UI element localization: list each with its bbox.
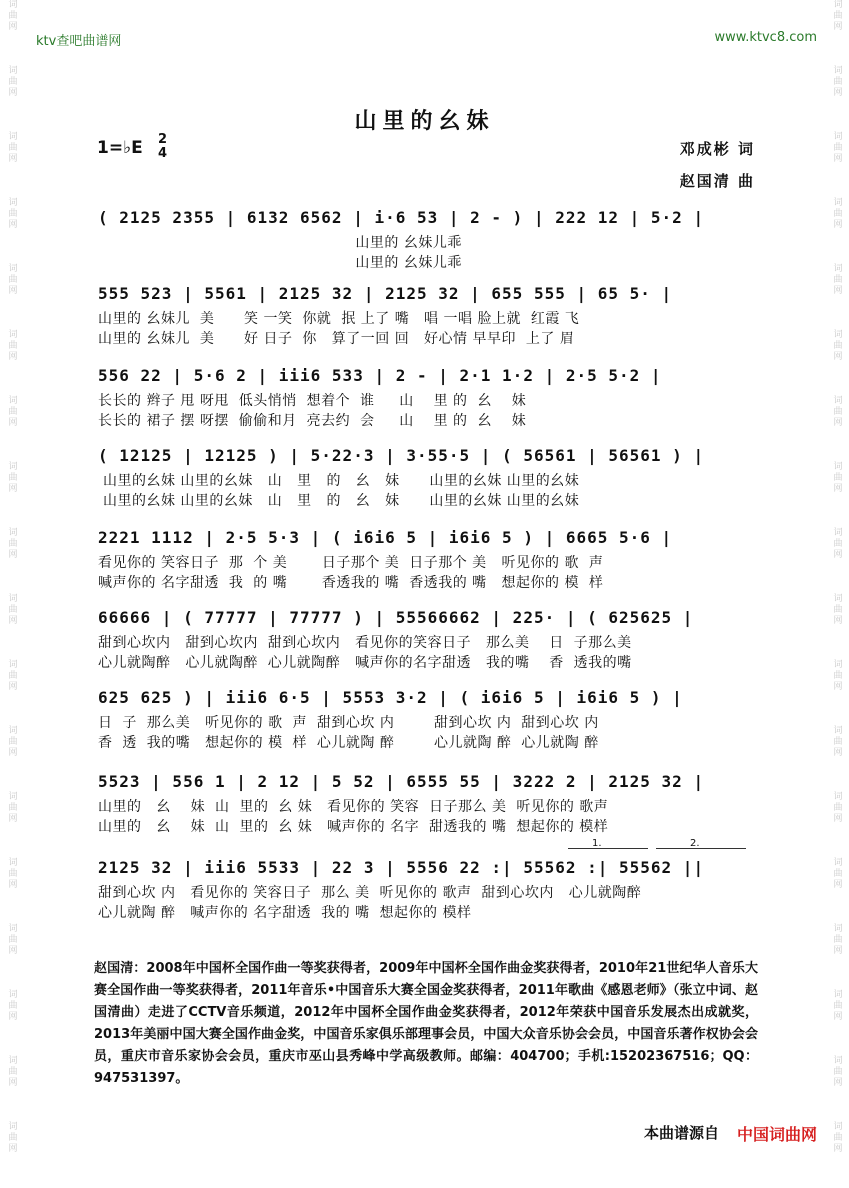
notation-line: 625 625 ) | iii6 6·5 | 5553 3·2 | ( i6i6 5 | i6i6 5 ) | [98,688,683,707]
composer-bio: 赵国清：2008年中国杯全国作曲一等奖获得者，2009年中国杯全国作曲金奖获得者，2010年21世纪华人音乐大赛全国作曲一等奖获得者，2011年音乐•中国音乐大赛全国金奖获得者，2011年歌曲《感恩老师》（张立中词、赵国清曲）走进了CCTV音乐频道，2012年中国杯全国作曲金奖获得者，2012年荣获中国音乐发展杰出成就奖，2013年美丽中国大赛全国作曲金奖，中国音乐家俱乐部理事会员，中国大众音乐协会会员，中国音乐著作权协会会员，重庆市音乐家协会会员，重庆市巫山县秀峰中学高级教师。邮编：404700；手机:15202367516；QQ：947531397。 [94,961,758,1086]
notation-line: 5523 | 556 1 | 2 12 | 5 52 | 6555 55 | 3222 2 | 2125 32 | [98,772,705,791]
volta-1-bracket [568,848,648,849]
lyrics-verse-1: 山里的幺妹 山里的幺妹 山 里 的 幺 妹 山里的幺妹 山里的幺妹 [98,473,580,489]
lyrics-verse-2: 香 透 我的嘴 想起你的 模 样 心儿就陶 醉 心儿就陶 醉 心儿就陶 醉 [98,735,599,751]
composer: 赵国清 曲 [679,172,755,190]
volta-1-label: 1. [592,838,602,849]
volta-2-label: 2. [690,838,700,849]
lyrics-verse-2: 长长的 裙子 摆 呀摆 偷偷和月 亮去约 会 山 里 的 幺 妹 [98,413,527,429]
lyrics-verse-1: 山里的 幺妹儿 美 笑 一笑 你就 抿 上了 嘴 唱 一唱 脸上就 红霞 飞 [98,311,580,327]
lyrics-verse-1: 山里的 幺 妹 山 里的 幺 妹 看见你的 笑容 日子那么 美 听见你的 歌声 [98,799,609,815]
notation-line: ( 12125 | 12125 ) | 5·22·3 | 3·55·5 | ( 56561 | 56561 ) | [98,446,705,465]
score-system-5 [98,528,748,592]
score-system-3 [98,366,748,430]
notation-line: 556 22 | 5·6 2 | iii6 533 | 2 - | 2·1 1·2 | 2·5 5·2 | [98,366,662,385]
lyrics-verse-2: 山里的 幺 妹 山 里的 幺 妹 喊声你的 名字 甜透我的 嘴 想起你的 模样 [98,819,609,835]
volta-2-bracket [656,848,746,849]
notation-line: 2125 32 | iii6 5533 | 22 3 | 5556 22 :| 55562 :| 55562 || [98,858,705,877]
notation-line: 2221 1112 | 2·5 5·3 | ( i6i6 5 | i6i6 5 ) | 6665 5·6 | [98,528,673,547]
site-url-right[interactable]: www.ktvc8.com [714,30,817,45]
lyrics-verse-1: 看见你的 笑容日子 那 个 美 日子那个 美 日子那个 美 听见你的 歌 声 [98,555,604,571]
lyrics-verse-1: 甜到心坎 内 看见你的 笑容日子 那么 美 听见你的 歌声 甜到心坎内 心儿就陶醉 [98,885,642,901]
lyrics-verse-2: 山里的 幺妹儿 美 好 日子 你 算了一回 回 好心情 早早印 上了 眉 [98,331,575,347]
key-signature: 1=♭E [97,138,143,158]
source-label: 本曲谱源自 [643,1124,719,1142]
lyrics-verse-2: 喊声你的 名字甜透 我 的 嘴 香透我的 嘴 香透我的 嘴 想起你的 模 样 [98,575,604,591]
lyrics-verse-2: 心儿就陶醉 心儿就陶醉 心儿就陶醉 喊声你的名字甜透 我的嘴 香 透我的嘴 [98,655,632,671]
score-system-6 [98,608,748,672]
lyrics-verse-2: 心儿就陶 醉 喊声你的 名字甜透 我的 嘴 想起你的 模样 [98,905,472,921]
lyrics-verse-1: 山里的 幺妹儿乖 [98,235,462,251]
lyrics-verse-1: 甜到心坎内 甜到心坎内 甜到心坎内 看见你的笑容日子 那么美 日 子那么美 [98,635,632,651]
lyrics-verse-2: 山里的幺妹 山里的幺妹 山 里 的 幺 妹 山里的幺妹 山里的幺妹 [98,493,580,509]
lyricist: 邓成彬 词 [679,140,755,158]
meter-bottom: 4 [158,146,168,161]
score-system-7 [98,688,748,752]
score-system-9 [98,858,748,922]
site-name-left[interactable]: ktv查吧曲谱网 [36,34,122,49]
score-system-4 [98,446,748,510]
lyrics-verse-2: 山里的 幺妹儿乖 [98,255,462,271]
notation-line: 555 523 | 5561 | 2125 32 | 2125 32 | 655 555 | 65 5· | [98,284,673,303]
notation-line: 66666 | ( 77777 | 77777 ) | 55566662 | 225· | ( 625625 | [98,608,694,627]
watermark-left: 词 曲 网 词 曲 网 词 曲 网 词 曲 网 词 曲 网 词 曲 网 词 曲 网 词 曲 网 词 曲 网 词 曲 网 词 曲 网 词 曲 网 词 曲 网 词 曲 网 词 曲 网 词 曲 网 词 曲 网 词 曲 网 [8,0,18,1154]
watermark-right: 词 曲 网 词 曲 网 词 曲 网 词 曲 网 词 曲 网 词 曲 网 词 曲 网 词 曲 网 词 曲 网 词 曲 网 词 曲 网 词 曲 网 词 曲 网 词 曲 网 词 曲 网 词 曲 网 词 曲 网 词 曲 网 [833,0,843,1154]
lyrics-verse-1: 日 子 那么美 听见你的 歌 声 甜到心坎 内 甜到心坎 内 甜到心坎 内 [98,715,599,731]
time-signature [158,133,167,161]
score-system-8 [98,772,748,836]
source-site-link[interactable]: 中国词曲网 [736,1125,817,1144]
meter-top: 2 [158,132,168,147]
notation-line: ( 2125 2355 | 6132 6562 | i·6 53 | 2 - ) | 222 12 | 5·2 | [98,208,705,227]
score-system-2 [98,284,748,348]
score-system-1 [98,208,748,272]
lyrics-verse-1: 长长的 辫子 甩 呀甩 低头悄悄 想着个 谁 山 里 的 幺 妹 [98,393,527,409]
song-title: 山里的幺妹 [354,108,495,134]
